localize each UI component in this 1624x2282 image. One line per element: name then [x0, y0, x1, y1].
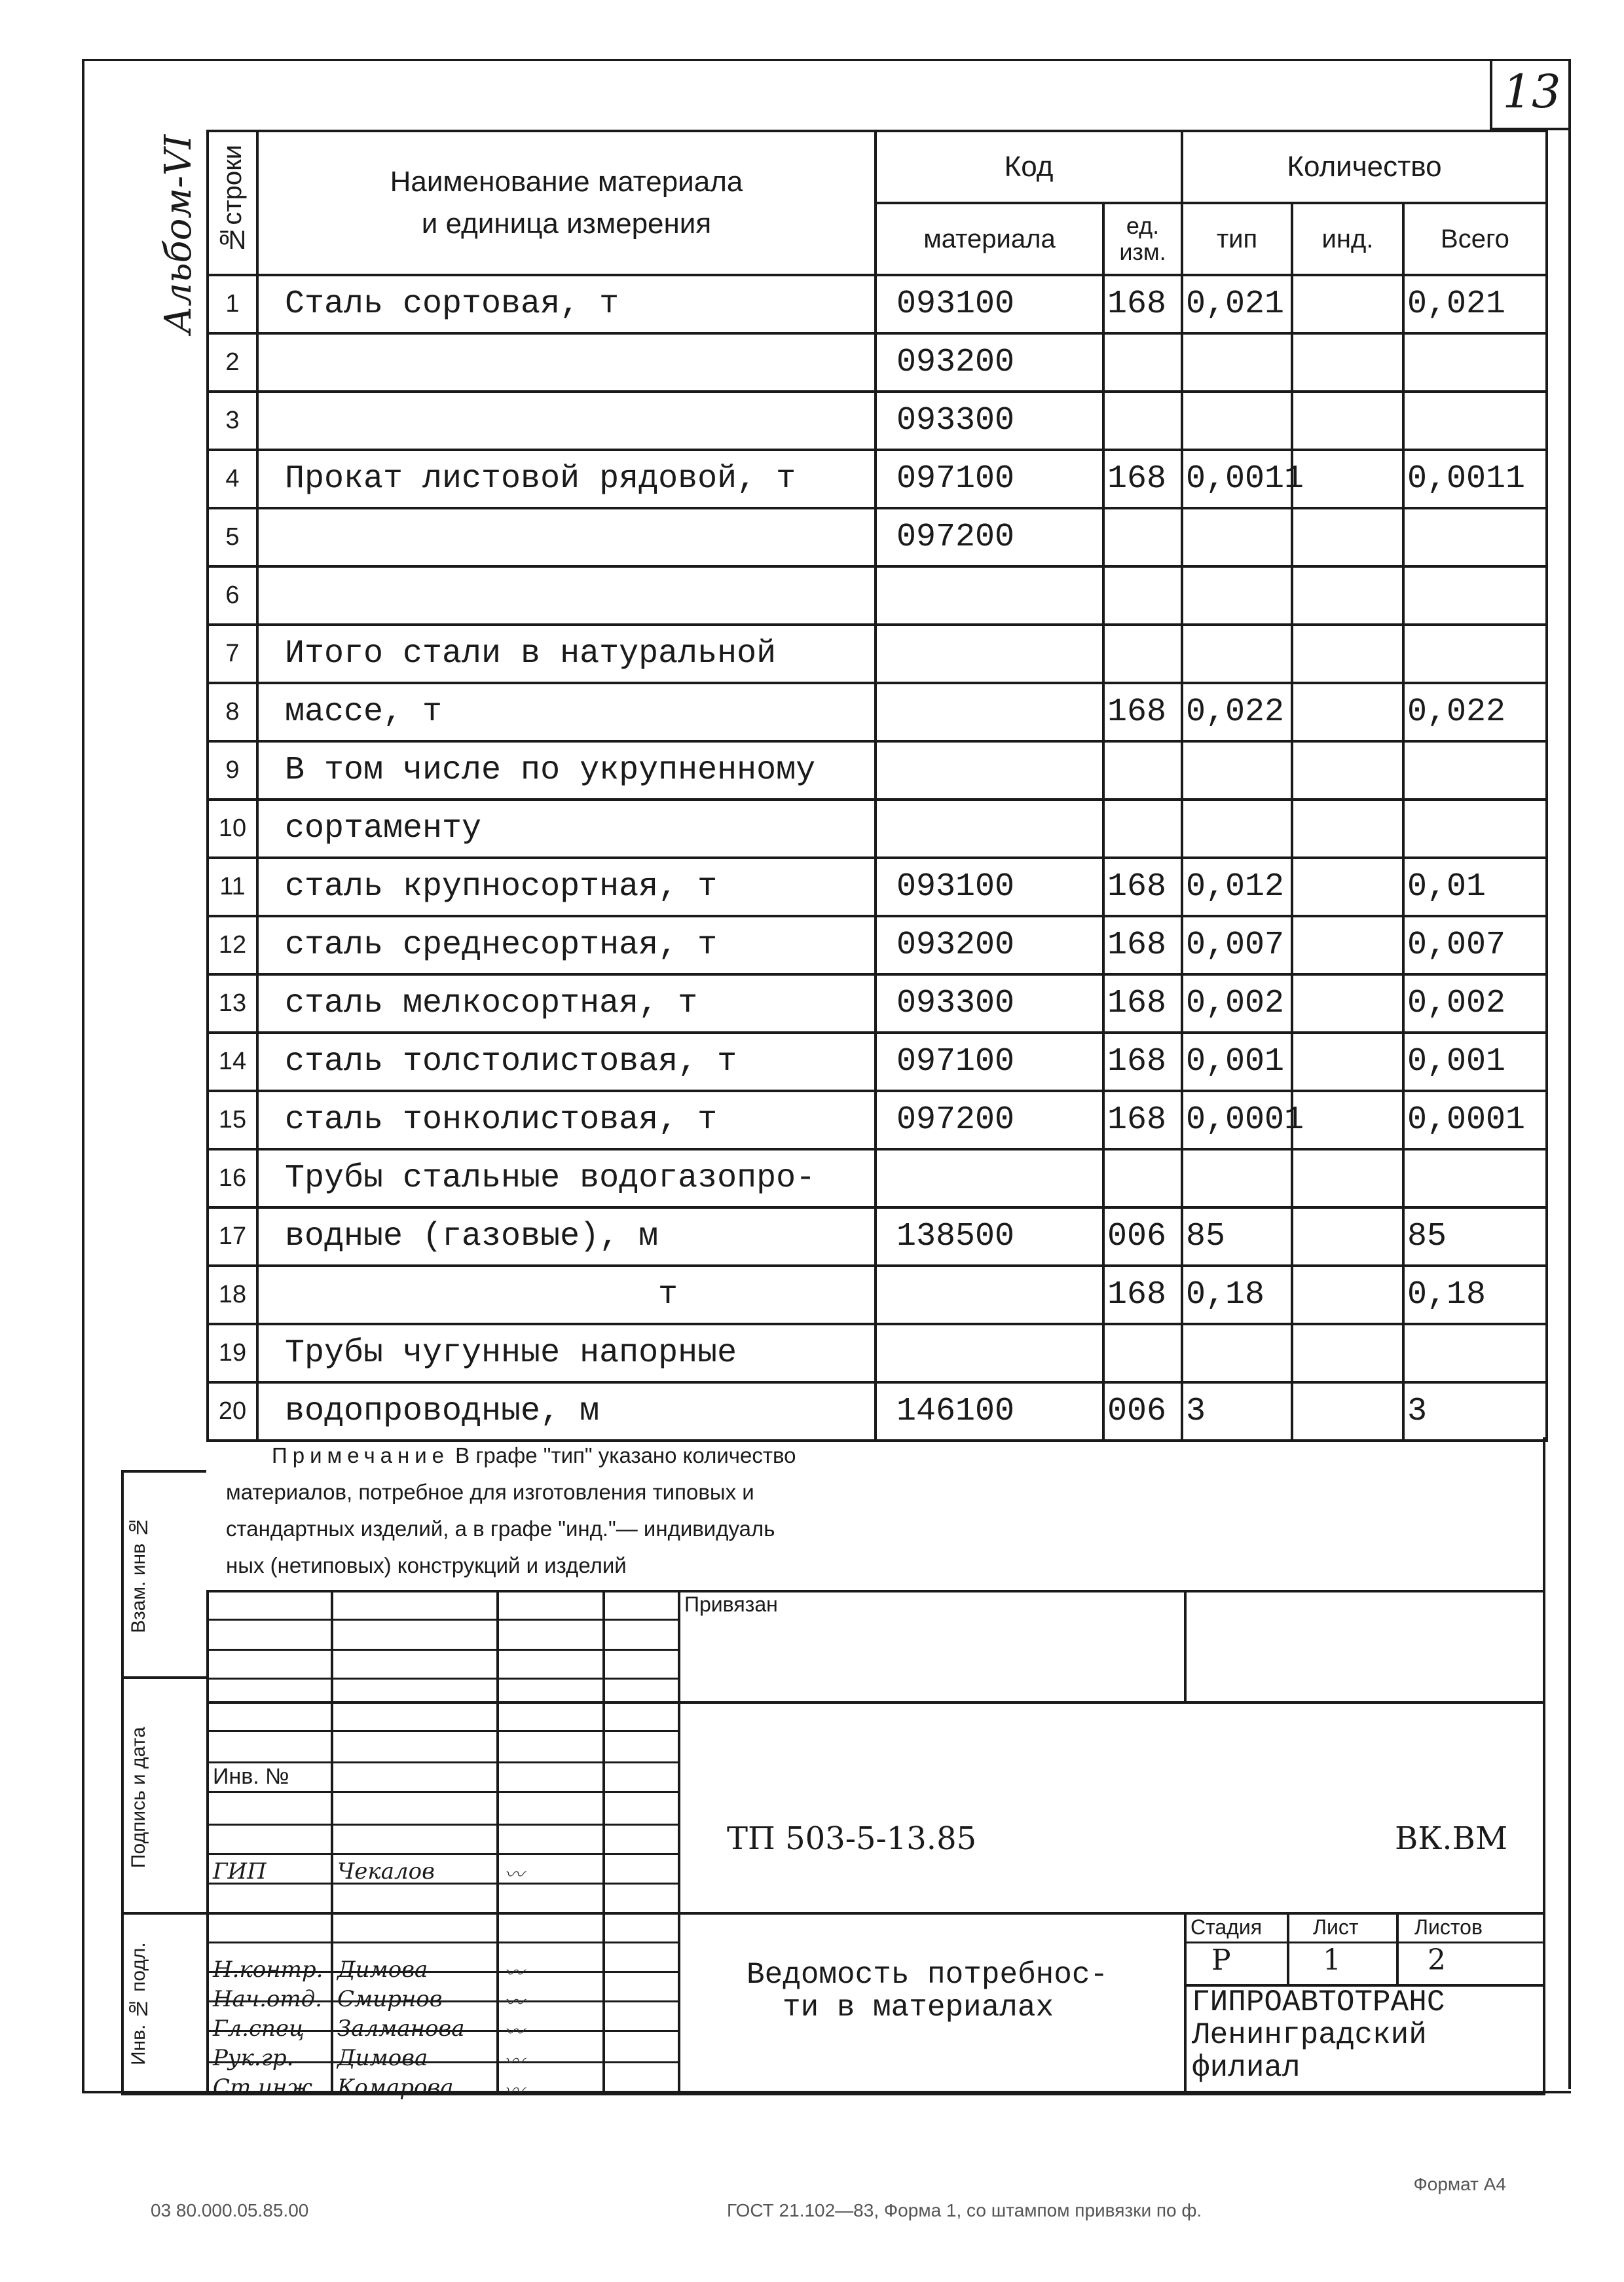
side-label-inv-podl: Инв. № подл. [128, 1942, 149, 2065]
qty-total: 0,021 [1403, 275, 1547, 333]
qty-total [1403, 333, 1547, 392]
signature-mark: 〰 [504, 1962, 524, 1985]
tb-hline-6 [206, 1761, 678, 1763]
material-code [876, 566, 1103, 625]
signature-mark: 〰 [504, 1864, 524, 1886]
note-line2: материалов, потребное для изготовления типовых и [226, 1480, 754, 1504]
qty-ind [1292, 333, 1403, 392]
row-number: 5 [208, 508, 257, 566]
tb-vline-3 [602, 1590, 605, 2094]
qty-type [1182, 333, 1292, 392]
header-qty-ind: инд. [1292, 203, 1403, 275]
qty-type [1182, 392, 1292, 450]
staff-role: Гл.спец [213, 2015, 304, 2042]
qty-type: 0,18 [1182, 1266, 1292, 1324]
qty-total: 0,0001 [1403, 1091, 1547, 1149]
side-label-vzam: Взам. инв № [128, 1516, 149, 1634]
signature-mark: 〰 [504, 2021, 524, 2044]
stage-value: Р [1211, 1943, 1231, 1977]
table-row [208, 508, 1547, 566]
staff-name: Димова [337, 2045, 428, 2071]
material-code: 093100 [876, 858, 1103, 916]
material-code [876, 741, 1103, 800]
material-name: сталь тонколистовая, т [257, 1091, 876, 1149]
material-name [257, 392, 876, 450]
tb-vline-4 [678, 1590, 680, 2094]
qty-total [1403, 392, 1547, 450]
qty-total: 0,01 [1403, 858, 1547, 916]
material-name: массе, т [257, 683, 876, 741]
qty-ind [1292, 1382, 1403, 1441]
staff-name: Залманова [337, 2015, 465, 2042]
unit-code [1103, 625, 1182, 683]
qty-ind [1292, 625, 1403, 683]
tb-vline-5 [1184, 1590, 1187, 1701]
unit-code: 006 [1103, 1382, 1182, 1441]
doc-code: ТП 503-5-13.85 [727, 1820, 977, 1857]
material-code [876, 683, 1103, 741]
tb-hline-1 [206, 1619, 678, 1621]
material-code: 138500 [876, 1207, 1103, 1266]
org-line-2: Ленинградский [1192, 2018, 1427, 2052]
material-name: сталь крупносортная, т [257, 858, 876, 916]
note-line1: В графе "тип" указано количество [449, 1443, 796, 1467]
material-code: 093100 [876, 275, 1103, 333]
staff-name: Чекалов [337, 1858, 435, 1885]
material-code: 097200 [876, 1091, 1103, 1149]
unit-code: 168 [1103, 974, 1182, 1033]
qty-type: 0,012 [1182, 858, 1292, 916]
tb-bottom-line [121, 2093, 1545, 2095]
tb-side-sep2 [121, 1912, 206, 1915]
table-row [208, 683, 1547, 741]
row-number: 7 [208, 625, 257, 683]
table-row [208, 1149, 1547, 1207]
material-code: 097100 [876, 1033, 1103, 1091]
tb-left-line [206, 1590, 209, 2094]
qty-ind [1292, 741, 1403, 800]
unit-code: 168 [1103, 916, 1182, 974]
qty-type [1182, 625, 1292, 683]
signature-mark: 〰 [504, 1991, 524, 2014]
qty-ind [1292, 800, 1403, 858]
qty-ind [1292, 508, 1403, 566]
material-code [876, 1266, 1103, 1324]
qty-type: 3 [1182, 1382, 1292, 1441]
unit-code [1103, 392, 1182, 450]
tb-hline-4 [206, 1701, 1545, 1704]
row-number: 1 [208, 275, 257, 333]
row-number: 16 [208, 1149, 257, 1207]
sheet-value: 1 [1323, 1943, 1341, 1977]
table-row [208, 625, 1547, 683]
row-number: 11 [208, 858, 257, 916]
qty-type [1182, 508, 1292, 566]
format-label: Формат А4 [1413, 2174, 1506, 2194]
unit-code [1103, 508, 1182, 566]
tb-hline-3 [206, 1678, 678, 1680]
qty-total [1403, 508, 1547, 566]
qty-ind [1292, 1207, 1403, 1266]
stage-head: Стадия [1190, 1915, 1263, 1939]
material-code: 097100 [876, 450, 1103, 508]
row-number: 14 [208, 1033, 257, 1091]
table-row [208, 333, 1547, 392]
sheets-head: Листов [1414, 1915, 1483, 1939]
qty-type: 0,002 [1182, 974, 1292, 1033]
unit-code [1103, 566, 1182, 625]
qty-total [1403, 800, 1547, 858]
material-name: сортаменту [257, 800, 876, 858]
row-number: 19 [208, 1324, 257, 1382]
note-text [226, 1437, 1077, 1584]
table-row [208, 1091, 1547, 1149]
qty-type: 85 [1182, 1207, 1292, 1266]
material-name: В том числе по укрупненному [257, 741, 876, 800]
tb-vline-2 [496, 1590, 499, 2094]
tb-right-line [1543, 1437, 1545, 2095]
tb-vline-7 [1287, 1912, 1289, 1984]
tb-hline-17 [1184, 1942, 1545, 1943]
table-row [208, 974, 1547, 1033]
material-name: Трубы стальные водогазопро- [257, 1149, 876, 1207]
row-number: 8 [208, 683, 257, 741]
doc-mark: ВК.ВМ [1395, 1820, 1508, 1857]
qty-ind [1292, 683, 1403, 741]
note-lead: Примечание [272, 1443, 450, 1467]
org-line-3: филиал [1192, 2051, 1301, 2085]
doc-title-1: Ведомость потребнос- [747, 1958, 1109, 1992]
staff-name: Димова [337, 1957, 428, 1983]
tb-hline-12 [206, 1942, 678, 1943]
material-code: 097200 [876, 508, 1103, 566]
material-name: Трубы чугунные напорные [257, 1324, 876, 1382]
material-name [257, 508, 876, 566]
row-number: 12 [208, 916, 257, 974]
qty-type: 0,0011 [1182, 450, 1292, 508]
signature-mark: 〰 [504, 2080, 524, 2103]
note-line4: ных (нетиповых) конструкций и изделий [226, 1553, 627, 1577]
table-row [208, 566, 1547, 625]
tb-vline-1 [331, 1590, 333, 2094]
material-code: 093200 [876, 333, 1103, 392]
qty-type: 0,007 [1182, 916, 1292, 974]
tb-hline-2 [206, 1649, 678, 1651]
qty-ind [1292, 1149, 1403, 1207]
staff-role: Нач.отд. [213, 1986, 322, 2012]
table-row [208, 1266, 1547, 1324]
material-name: Итого стали в натуральной [257, 625, 876, 683]
qty-ind [1292, 1091, 1403, 1149]
row-number: 4 [208, 450, 257, 508]
unit-code: 168 [1103, 275, 1182, 333]
qty-ind [1292, 1033, 1403, 1091]
unit-code [1103, 333, 1182, 392]
qty-total: 0,001 [1403, 1033, 1547, 1091]
table-row [208, 450, 1547, 508]
materials-table [206, 130, 1548, 1442]
tb-side-strip [121, 1470, 124, 2095]
row-number: 13 [208, 974, 257, 1033]
row-number: 18 [208, 1266, 257, 1324]
tb-hline-9 [206, 1853, 678, 1855]
material-name: сталь мелкосортная, т [257, 974, 876, 1033]
qty-type [1182, 1324, 1292, 1382]
header-name: Наименование материала и единица измерения [257, 131, 876, 275]
inv-no-label: Инв. № [213, 1764, 289, 1789]
row-number: 10 [208, 800, 257, 858]
row-number: 17 [208, 1207, 257, 1266]
table-row [208, 1207, 1547, 1266]
unit-code: 006 [1103, 1207, 1182, 1266]
header-qty-total: Всего [1403, 203, 1547, 275]
material-code: 093300 [876, 392, 1103, 450]
qty-ind [1292, 275, 1403, 333]
qty-total: 0,0011 [1403, 450, 1547, 508]
staff-name: Комарова [337, 2074, 454, 2101]
tb-vline-8 [1396, 1912, 1399, 1984]
table-row [208, 916, 1547, 974]
header-row-no: №строки [208, 131, 257, 275]
sheets-value: 2 [1428, 1943, 1446, 1977]
qty-ind [1292, 392, 1403, 450]
side-label-podpis: Подпись и дата [128, 1727, 149, 1868]
material-name: т [257, 1266, 876, 1324]
qty-total [1403, 1149, 1547, 1207]
table-row [208, 1382, 1547, 1441]
sheet-number: 13 [1502, 65, 1561, 119]
qty-ind [1292, 858, 1403, 916]
qty-type: 0,021 [1182, 275, 1292, 333]
tb-top-line [206, 1590, 1545, 1592]
tb-hline-5 [206, 1730, 678, 1732]
tb-hline-10 [206, 1883, 678, 1885]
qty-total [1403, 625, 1547, 683]
footer-left-code: 03 80.000.05.85.00 [151, 2200, 309, 2220]
material-code [876, 1149, 1103, 1207]
note-line3: стандартных изделий, а в графе "инд."— индивидуаль [226, 1517, 775, 1541]
staff-role: Н.контр. [213, 1957, 323, 1983]
material-name: водные (газовые), м [257, 1207, 876, 1266]
header-qty-type: тип [1182, 203, 1292, 275]
header-code: Код [876, 131, 1182, 203]
album-label: Альбом-VI [157, 134, 200, 334]
qty-type: 0,001 [1182, 1033, 1292, 1091]
row-number: 6 [208, 566, 257, 625]
qty-ind [1292, 566, 1403, 625]
table-row [208, 858, 1547, 916]
footer-gost: ГОСТ 21.102—83, Форма 1, со штампом привязки по ф. [727, 2200, 1202, 2220]
qty-type: 0,0001 [1182, 1091, 1292, 1149]
row-number: 20 [208, 1382, 257, 1441]
table-row [208, 392, 1547, 450]
unit-code: 168 [1103, 1091, 1182, 1149]
staff-role: Ст.инж. [213, 2074, 320, 2101]
header-code-unit: ед. изм. [1103, 203, 1182, 275]
sheet-number-box [1490, 59, 1571, 130]
table-row [208, 741, 1547, 800]
qty-total: 0,18 [1403, 1266, 1547, 1324]
row-number: 9 [208, 741, 257, 800]
qty-total: 0,002 [1403, 974, 1547, 1033]
sheet-head: Лист [1313, 1915, 1359, 1939]
unit-code: 168 [1103, 858, 1182, 916]
material-name: сталь толстолистовая, т [257, 1033, 876, 1091]
qty-ind [1292, 1324, 1403, 1382]
unit-code: 168 [1103, 450, 1182, 508]
material-code [876, 1324, 1103, 1382]
row-number: 15 [208, 1091, 257, 1149]
staff-role: ГИП [213, 1858, 267, 1885]
qty-type [1182, 800, 1292, 858]
privyazan-label: Привязан [684, 1592, 778, 1616]
qty-type: 0,022 [1182, 683, 1292, 741]
unit-code [1103, 1324, 1182, 1382]
unit-code [1103, 800, 1182, 858]
material-code [876, 800, 1103, 858]
staff-role: Рук.гр. [213, 2045, 294, 2071]
unit-code: 168 [1103, 1033, 1182, 1091]
unit-code: 168 [1103, 683, 1182, 741]
row-number: 2 [208, 333, 257, 392]
right-border [1568, 59, 1571, 2089]
qty-total: 3 [1403, 1382, 1547, 1441]
qty-total [1403, 1324, 1547, 1382]
unit-code [1103, 1149, 1182, 1207]
qty-ind [1292, 450, 1403, 508]
qty-ind [1292, 1266, 1403, 1324]
qty-type [1182, 1149, 1292, 1207]
unit-code: 168 [1103, 1266, 1182, 1324]
qty-total [1403, 741, 1547, 800]
qty-ind [1292, 974, 1403, 1033]
material-code: 093200 [876, 916, 1103, 974]
header-code-material: материала [876, 203, 1103, 275]
qty-type [1182, 566, 1292, 625]
signature-mark: 〰 [504, 2050, 524, 2073]
tb-vline-6 [1184, 1912, 1187, 2093]
qty-total: 0,022 [1403, 683, 1547, 741]
tb-hline-8 [206, 1824, 678, 1826]
doc-title-2: ти в материалах [783, 1991, 1054, 2025]
qty-ind [1292, 916, 1403, 974]
material-name: Сталь сортовая, т [257, 275, 876, 333]
material-name: Прокат листовой рядовой, т [257, 450, 876, 508]
material-name [257, 333, 876, 392]
material-code [876, 625, 1103, 683]
header-quantity: Количество [1182, 131, 1547, 203]
material-code: 146100 [876, 1382, 1103, 1441]
qty-type [1182, 741, 1292, 800]
table-row [208, 800, 1547, 858]
material-code: 093300 [876, 974, 1103, 1033]
qty-total [1403, 566, 1547, 625]
qty-total: 85 [1403, 1207, 1547, 1266]
unit-code [1103, 741, 1182, 800]
table-row [208, 1033, 1547, 1091]
org-line-1: ГИПРОАВТОТРАНС [1192, 1985, 1445, 2019]
tb-side-sep1 [121, 1676, 206, 1679]
material-name: водопроводные, м [257, 1382, 876, 1441]
tb-side-top [121, 1470, 206, 1473]
qty-total: 0,007 [1403, 916, 1547, 974]
staff-name: Смирнов [337, 1986, 443, 2012]
row-number: 3 [208, 392, 257, 450]
material-name: сталь среднесортная, т [257, 916, 876, 974]
tb-hline-7 [206, 1791, 678, 1793]
table-row [208, 275, 1547, 333]
tb-hline-11 [206, 1912, 1545, 1915]
table-row [208, 1324, 1547, 1382]
material-name [257, 566, 876, 625]
